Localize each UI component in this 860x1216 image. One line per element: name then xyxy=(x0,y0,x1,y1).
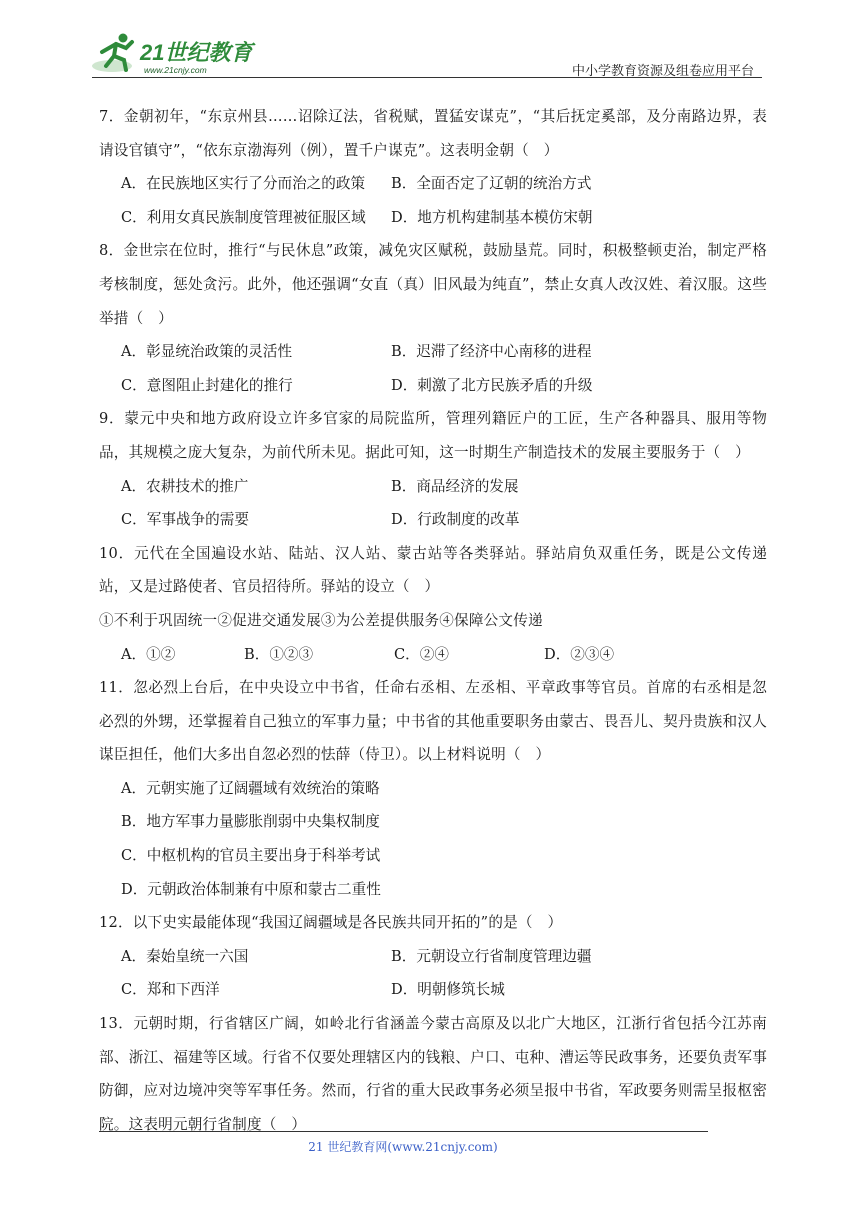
option-b: B．元朝设立行省制度管理边疆 xyxy=(391,947,592,965)
option-c: C．郑和下西洋 xyxy=(121,981,220,999)
question-8 xyxy=(99,234,767,402)
option-list xyxy=(99,638,767,672)
option-b: B．①②③ xyxy=(244,645,314,663)
logo-text: 21世纪教育 xyxy=(140,40,253,65)
option-d: D．刺激了北方民族矛盾的升级 xyxy=(391,376,593,394)
question-13 xyxy=(99,1007,767,1141)
option-c: C．利用女真民族制度管理被征服区域 xyxy=(121,208,366,226)
question-stem: 7．金朝初年，“东京州县……诏除辽法，省税赋，置猛安谋克”，“其后抚定奚部，及分南路边界，表请设官镇守”，“依东京渤海列（例），置千户谋克”。这表明金朝（ ） xyxy=(99,108,767,159)
question-11 xyxy=(99,671,767,906)
question-stem: 13．元朝时期，行省辖区广阔，如岭北行省涵盖今蒙古高原及以北广大地区，江浙行省包括今江苏南部、浙江、福建等区域。行省不仅要处理辖区内的钱粮、户口、屯种、漕运等民政事务，还要负责军事防御，应对边境冲突等军事任务。然而，行省的重大民政事务必须呈报中书省，军政要务则需呈报枢密院。这表明元朝行省制度（ ） xyxy=(99,1015,767,1133)
question-list xyxy=(99,100,767,1141)
option-b: B．商品经济的发展 xyxy=(391,477,519,495)
question-12 xyxy=(99,906,767,1007)
option-list xyxy=(99,772,767,906)
option-b: B．地方军事力量膨胀削弱中央集权制度 xyxy=(121,813,380,831)
option-a: A．农耕技术的推广 xyxy=(121,477,249,495)
option-a: A．①② xyxy=(121,645,176,663)
option-list xyxy=(99,940,767,1007)
option-d: D．元朝政治体制兼有中原和蒙古二重性 xyxy=(121,880,381,898)
option-a: A．秦始皇统一六国 xyxy=(121,947,249,965)
page-header xyxy=(92,30,762,78)
question-10 xyxy=(99,537,767,671)
option-c: C．②④ xyxy=(394,645,449,663)
header-tagline: 中小学教育资源及组卷应用平台 xyxy=(571,64,754,79)
option-b: B．迟滞了经济中心南移的进程 xyxy=(391,343,592,361)
question-9 xyxy=(99,402,767,536)
footer-divider xyxy=(99,1131,708,1132)
option-b: B．全面否定了辽朝的统治方式 xyxy=(391,175,592,193)
question-stem: 12．以下史实最能体现“我国辽阔疆域是各民族共同开拓的”的是（ ） xyxy=(99,914,563,932)
logo-url-text: www.21cnjy.com xyxy=(144,65,207,75)
option-a: A．元朝实施了辽阔疆域有效统治的策略 xyxy=(121,779,380,797)
question-stem: 11．忽必烈上台后，在中央设立中书省，任命右丞相、左丞相、平章政事等官员。首席的右丞相是忽必烈的外甥，还掌握着自己独立的军事力量；中书省的其他重要职务由蒙古、畏吾儿、契丹贵族和汉人谋臣担任，他们大多出自忽必烈的怯薛（侍卫）。以上材料说明（ ） xyxy=(99,679,767,764)
option-d: D．明朝修筑长城 xyxy=(391,981,505,999)
header-divider xyxy=(92,77,762,78)
footer-link[interactable]: 21 世纪教育网(www.21cnjy.com) xyxy=(308,1140,498,1154)
option-d: D．行政制度的改革 xyxy=(391,511,520,529)
option-list xyxy=(99,167,767,234)
option-c: C．中枢机构的官员主要出身于科举考试 xyxy=(121,847,381,865)
option-a: A．在民族地区实行了分而治之的政策 xyxy=(121,175,366,193)
option-a: A．彰显统治政策的灵活性 xyxy=(121,343,293,361)
question-stem: 9．蒙元中央和地方政府设立许多官家的局院监所，管理列籍匠户的工匠，生产各种器具、服用等物品，其规模之庞大复杂，为前代所未见。据此可知，这一时期生产制造技术的发展主要服务于（ ） xyxy=(99,410,767,461)
question-statement: ①不利于巩固统一②促进交通发展③为公差提供服务④保障公文传递 xyxy=(99,611,543,629)
option-c: C．军事战争的需要 xyxy=(121,511,249,529)
logo-21cnjy xyxy=(92,30,262,78)
option-list xyxy=(99,335,767,402)
question-7 xyxy=(99,100,767,234)
question-stem: 10．元代在全国遍设水站、陆站、汉人站、蒙古站等各类驿站。驿站肩负双重任务，既是公文传递站，又是过路使者、官员招待所。驿站的设立（ ） xyxy=(99,544,767,596)
option-d: D．②③④ xyxy=(544,645,615,663)
question-stem: 8．金世宗在位时，推行“与民休息”政策，减免灾区赋税，鼓励垦荒。同时，积极整顿吏治，制定严格考核制度，惩处贪污。此外，他还强调“女直（真）旧风最为纯直”，禁止女真人改汉姓、着汉服。这些举措（ ） xyxy=(99,242,767,327)
option-d: D．地方机构建制基本模仿宋朝 xyxy=(391,208,593,226)
option-c: C．意图阻止封建化的推行 xyxy=(121,376,293,394)
option-list xyxy=(99,470,767,537)
